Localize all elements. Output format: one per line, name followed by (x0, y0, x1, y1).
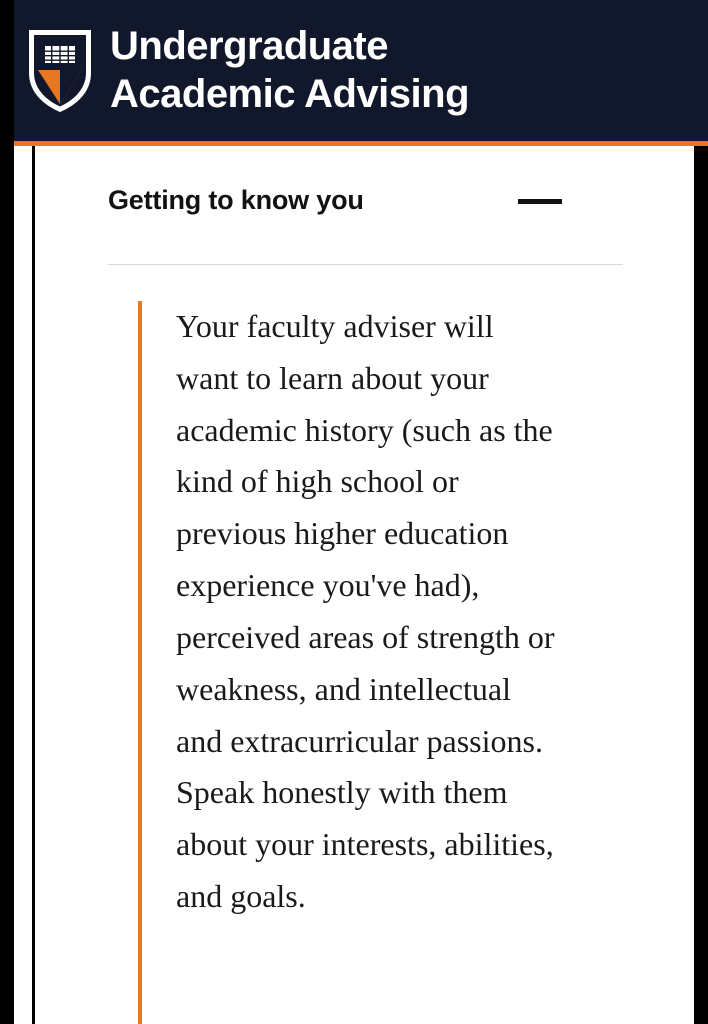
site-title-line-2: Academic Advising (110, 71, 470, 116)
screen-frame-left-edge (0, 0, 14, 1024)
accordion-body-text: Your faculty adviser will want to learn about your academic history (such as the kind of high school or previous higher education experience you've had), perceived areas of strength or weakness, and intellectual and extracurricular passions. Speak honestly with them about your interests, abilities, and goals. (176, 308, 555, 915)
princeton-shield-icon (28, 29, 92, 113)
section-divider (108, 264, 623, 265)
accordion-header[interactable] (108, 147, 648, 216)
screen-frame-left-gutter (14, 146, 32, 1024)
header-accent-underline (14, 143, 708, 146)
main-content (35, 147, 694, 1024)
site-title-line-1: Undergraduate (110, 24, 388, 69)
minus-collapse-icon[interactable] (518, 199, 562, 204)
site-header (14, 0, 708, 144)
accordion-panel (138, 301, 648, 1024)
site-title (110, 23, 469, 117)
screen-frame-right-edge (694, 146, 708, 1024)
accordion-title: Getting to know you (108, 185, 364, 215)
